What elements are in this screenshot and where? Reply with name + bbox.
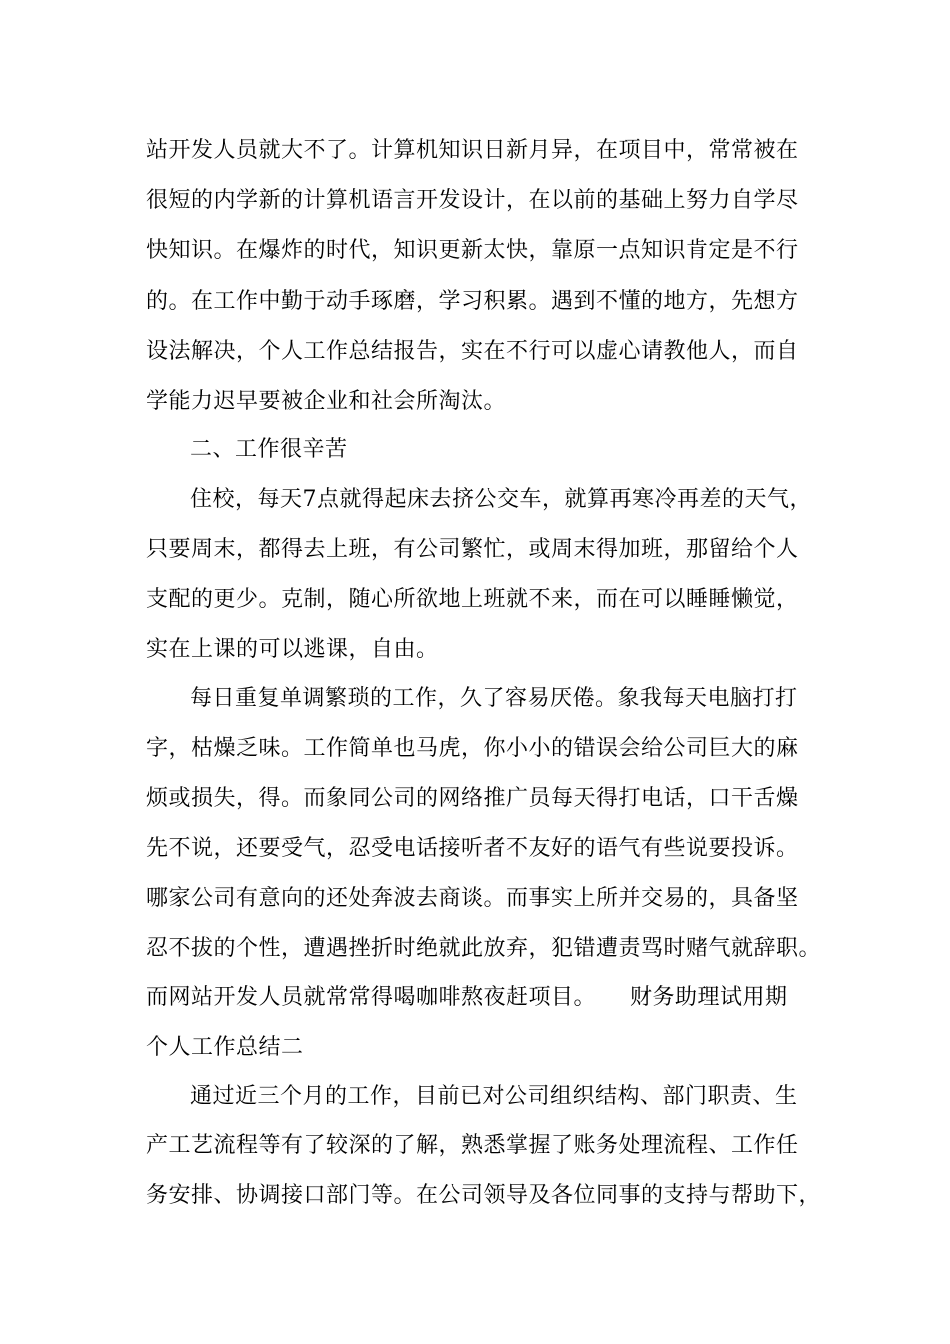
text-line: 务安排、协调接口部门等。在公司领导及各位同事的支持与帮助下，	[146, 1183, 822, 1208]
text-line: 快知识。在爆炸的时代，知识更新太快，靠原一点知识肯定是不行	[146, 238, 799, 263]
text-line: 烦或损失，得。而象同公司的网络推广员每天得打电话，口干舌燥	[146, 786, 799, 811]
text-line: 设法解决，个人工作总结报告，实在不行可以虚心请教他人，而自	[146, 339, 799, 364]
text-line: 忍不拔的个性，遭遇挫折时绝就此放弃，犯错遭责骂时赌气就辞职。	[146, 936, 822, 961]
text-line: 而网站开发人员就常常得喝咖啡熬夜赶项目。 财务助理试用期	[146, 985, 788, 1010]
text-line: 每日重复单调繁琐的工作，久了容易厌倦。象我每天电脑打打	[190, 686, 798, 711]
text-line: 产工艺流程等有了较深的了解，熟悉掌握了账务处理流程、工作任	[146, 1133, 799, 1158]
section-heading: 二、工作很辛苦	[190, 437, 348, 462]
section-heading: 个人工作总结二	[146, 1035, 304, 1060]
text-line: 先不说，还要受气，忍受电话接听者不友好的语气有些说要投诉。	[146, 836, 799, 861]
text-line: 通过近三个月的工作，目前已对公司组织结构、部门职责、生	[190, 1084, 798, 1109]
text-line: 只要周末，都得去上班，有公司繁忙，或周末得加班，那留给个人	[146, 537, 799, 562]
text-line: 很短的内学新的计算机语言开发设计，在以前的基础上努力自学尽	[146, 188, 799, 213]
text-line: 住校，每天7点就得起床去挤公交车，就算再寒冷再差的天气，	[190, 487, 812, 512]
text-line: 的。在工作中勤于动手琢磨，学习积累。遇到不懂的地方，先想方	[146, 289, 799, 314]
text-line: 支配的更少。克制，随心所欲地上班就不来，而在可以睡睡懒觉，	[146, 587, 799, 612]
text-line: 实在上课的可以逃课，自由。	[146, 637, 439, 662]
text-line: 哪家公司有意向的还处奔波去商谈。而事实上所并交易的，具备坚	[146, 886, 799, 911]
text-line: 字，枯燥乏味。工作简单也马虎，你小小的错误会给公司巨大的麻	[146, 736, 799, 761]
text-line: 学能力迟早要被企业和社会所淘汰。	[146, 389, 507, 414]
text-line: 站开发人员就大不了。计算机知识日新月异，在项目中，常常被在	[146, 138, 799, 163]
